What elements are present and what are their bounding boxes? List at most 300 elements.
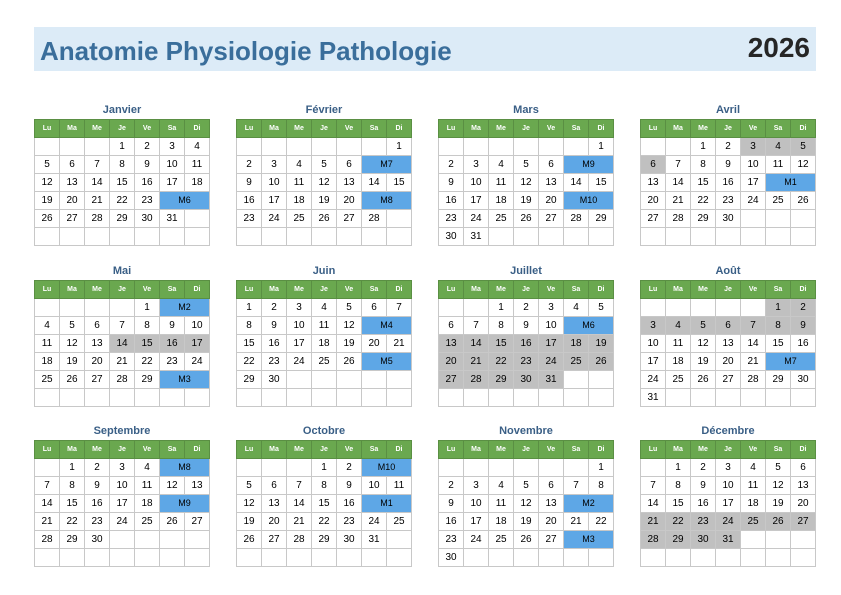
day-cell: 31 (716, 531, 741, 549)
week-row (641, 531, 816, 549)
day-cell: 22 (110, 192, 135, 210)
day-cell: 23 (691, 513, 716, 531)
week-row (439, 371, 614, 389)
day-cell (387, 531, 412, 549)
week-row (641, 513, 816, 531)
day-cell (514, 459, 539, 477)
weekday-header: Di (387, 120, 412, 138)
day-cell: 8 (489, 317, 514, 335)
weekday-header: Ve (539, 441, 564, 459)
module-label: M7 (784, 356, 797, 366)
day-cell: 30 (439, 549, 464, 567)
day-cell (489, 549, 514, 567)
day-cell (589, 228, 614, 246)
module-label: M5 (380, 356, 393, 366)
week-row (439, 174, 614, 192)
week-row (237, 549, 412, 567)
month-name: Mai (112, 265, 132, 277)
day-cell: 3 (464, 156, 489, 174)
day-cell (337, 138, 362, 156)
day-cell: 26 (514, 531, 539, 549)
month-10 (236, 422, 412, 567)
module-cell (362, 192, 412, 210)
weekday-header: Ma (262, 441, 287, 459)
day-cell (237, 549, 262, 567)
day-cell: 11 (185, 156, 210, 174)
day-cell: 9 (337, 477, 362, 495)
module-label: M10 (377, 462, 396, 472)
day-cell: 26 (589, 353, 614, 371)
day-cell: 9 (439, 174, 464, 192)
day-cell (464, 389, 489, 407)
weekday-header: Sa (766, 120, 791, 138)
weekday-header: Me (489, 120, 514, 138)
day-cell: 1 (60, 459, 85, 477)
module-label: M8 (178, 462, 191, 472)
week-row (641, 477, 816, 495)
week-row (641, 371, 816, 389)
day-cell: 2 (691, 459, 716, 477)
day-cell: 22 (312, 513, 337, 531)
day-cell: 9 (135, 156, 160, 174)
week-row (439, 477, 614, 495)
day-cell: 21 (287, 513, 312, 531)
module-cell (160, 299, 210, 317)
day-cell: 1 (237, 299, 262, 317)
day-cell (464, 138, 489, 156)
day-cell: 7 (287, 477, 312, 495)
day-cell: 10 (110, 477, 135, 495)
module-label: M9 (582, 159, 595, 169)
day-cell: 9 (791, 317, 816, 335)
day-cell: 14 (564, 174, 589, 192)
weekday-header: Me (287, 281, 312, 299)
day-cell (185, 228, 210, 246)
day-cell: 27 (791, 513, 816, 531)
day-cell: 4 (135, 459, 160, 477)
day-cell: 29 (110, 210, 135, 228)
day-cell: 14 (110, 335, 135, 353)
day-cell: 30 (85, 531, 110, 549)
day-cell (589, 389, 614, 407)
day-cell: 15 (766, 335, 791, 353)
day-cell: 21 (85, 192, 110, 210)
day-cell: 28 (287, 531, 312, 549)
module-label: M7 (380, 159, 393, 169)
day-cell (741, 228, 766, 246)
day-cell: 18 (287, 192, 312, 210)
day-cell (185, 549, 210, 567)
day-cell: 16 (514, 335, 539, 353)
day-cell: 22 (489, 353, 514, 371)
weekday-header: Me (85, 281, 110, 299)
weekday-header: Je (312, 120, 337, 138)
day-cell: 16 (262, 335, 287, 353)
day-cell (691, 299, 716, 317)
day-cell: 4 (35, 317, 60, 335)
day-cell: 30 (514, 371, 539, 389)
module-cell (766, 353, 816, 371)
day-cell: 28 (362, 210, 387, 228)
day-cell (60, 228, 85, 246)
day-cell: 25 (135, 513, 160, 531)
month-6 (236, 262, 412, 407)
day-cell: 17 (185, 335, 210, 353)
day-cell: 29 (589, 210, 614, 228)
day-cell: 6 (85, 317, 110, 335)
day-cell (741, 299, 766, 317)
module-label: M4 (380, 320, 393, 330)
month-5 (34, 262, 210, 407)
module-cell (362, 459, 412, 477)
day-cell: 17 (262, 192, 287, 210)
day-cell (564, 138, 589, 156)
day-cell (741, 389, 766, 407)
day-cell: 16 (691, 495, 716, 513)
day-cell: 1 (387, 138, 412, 156)
day-cell: 13 (539, 495, 564, 513)
day-cell (85, 549, 110, 567)
weekday-header: Sa (160, 441, 185, 459)
day-cell: 31 (160, 210, 185, 228)
day-cell (539, 389, 564, 407)
day-cell: 6 (60, 156, 85, 174)
day-cell (110, 549, 135, 567)
day-cell: 12 (312, 174, 337, 192)
day-cell: 6 (439, 317, 464, 335)
module-label: M10 (579, 195, 598, 205)
day-cell (35, 138, 60, 156)
day-cell: 12 (514, 174, 539, 192)
day-cell: 19 (35, 192, 60, 210)
day-cell: 10 (287, 317, 312, 335)
day-cell (337, 228, 362, 246)
weekday-header: Je (716, 441, 741, 459)
day-cell (641, 228, 666, 246)
day-cell: 29 (312, 531, 337, 549)
day-cell: 14 (641, 495, 666, 513)
day-cell (337, 389, 362, 407)
day-cell: 24 (185, 353, 210, 371)
weekday-header: Ma (666, 281, 691, 299)
day-cell (135, 531, 160, 549)
day-cell (60, 299, 85, 317)
day-cell: 1 (110, 138, 135, 156)
day-cell: 19 (766, 495, 791, 513)
day-cell: 23 (716, 192, 741, 210)
week-row (439, 138, 614, 156)
day-cell: 3 (262, 156, 287, 174)
month-name: Février (305, 104, 343, 116)
module-cell (362, 156, 412, 174)
day-cell: 24 (110, 513, 135, 531)
weekday-header: Je (312, 441, 337, 459)
day-cell: 13 (439, 335, 464, 353)
week-row (237, 531, 412, 549)
day-cell: 8 (110, 156, 135, 174)
weekday-header: Lu (641, 281, 666, 299)
day-cell: 10 (362, 477, 387, 495)
day-cell: 10 (185, 317, 210, 335)
week-row (237, 192, 412, 210)
day-cell (564, 371, 589, 389)
day-cell: 24 (262, 210, 287, 228)
day-cell: 11 (135, 477, 160, 495)
day-cell: 10 (262, 174, 287, 192)
day-cell (539, 138, 564, 156)
day-cell: 9 (439, 495, 464, 513)
day-cell: 15 (237, 335, 262, 353)
day-cell (262, 138, 287, 156)
day-cell: 5 (766, 459, 791, 477)
week-row (641, 174, 816, 192)
day-cell: 10 (539, 317, 564, 335)
week-row (237, 299, 412, 317)
day-cell: 5 (691, 317, 716, 335)
week-row (641, 353, 816, 371)
day-cell (85, 389, 110, 407)
day-cell (110, 389, 135, 407)
day-cell: 14 (666, 174, 691, 192)
day-cell: 27 (262, 531, 287, 549)
day-cell: 16 (237, 192, 262, 210)
day-cell: 4 (287, 156, 312, 174)
day-cell: 14 (35, 495, 60, 513)
day-cell (387, 549, 412, 567)
weekday-header: Sa (564, 120, 589, 138)
day-cell: 7 (464, 317, 489, 335)
day-cell: 24 (464, 531, 489, 549)
day-cell (287, 389, 312, 407)
day-cell: 10 (716, 477, 741, 495)
week-row (641, 549, 816, 567)
day-cell (766, 228, 791, 246)
day-cell: 3 (287, 299, 312, 317)
day-cell (666, 299, 691, 317)
weekday-header: Lu (35, 120, 60, 138)
day-cell: 2 (337, 459, 362, 477)
weekday-header: Lu (237, 281, 262, 299)
day-cell: 8 (237, 317, 262, 335)
month-name: Mars (513, 104, 539, 116)
day-cell: 24 (539, 353, 564, 371)
weekday-header: Me (691, 281, 716, 299)
day-cell: 26 (312, 210, 337, 228)
day-cell (791, 210, 816, 228)
day-cell: 28 (564, 210, 589, 228)
day-cell: 15 (60, 495, 85, 513)
day-cell: 17 (641, 353, 666, 371)
weekday-header: Me (287, 441, 312, 459)
week-row (35, 371, 210, 389)
day-cell: 13 (185, 477, 210, 495)
day-cell (35, 299, 60, 317)
weekday-header: Ma (60, 441, 85, 459)
week-row (641, 335, 816, 353)
day-cell: 21 (35, 513, 60, 531)
day-cell: 29 (766, 371, 791, 389)
day-cell: 1 (691, 138, 716, 156)
weekday-header: Me (691, 441, 716, 459)
day-cell: 25 (312, 353, 337, 371)
day-cell (489, 459, 514, 477)
day-cell (387, 371, 412, 389)
day-cell: 18 (666, 353, 691, 371)
day-cell (564, 228, 589, 246)
weekday-header: Di (185, 120, 210, 138)
weekday-header: Ve (741, 441, 766, 459)
day-cell (160, 531, 185, 549)
day-cell (489, 228, 514, 246)
day-cell: 26 (160, 513, 185, 531)
day-cell: 7 (35, 477, 60, 495)
week-row (439, 228, 614, 246)
day-cell: 7 (741, 317, 766, 335)
day-cell: 26 (766, 513, 791, 531)
day-cell: 26 (237, 531, 262, 549)
week-row (237, 389, 412, 407)
day-cell: 10 (464, 174, 489, 192)
day-cell: 8 (312, 477, 337, 495)
weekday-header: Je (110, 120, 135, 138)
day-cell: 11 (287, 174, 312, 192)
day-cell: 20 (337, 192, 362, 210)
day-cell: 21 (641, 513, 666, 531)
day-cell (766, 549, 791, 567)
day-cell: 28 (464, 371, 489, 389)
day-cell (160, 389, 185, 407)
day-cell: 2 (716, 138, 741, 156)
weekday-header: Me (85, 441, 110, 459)
day-cell: 19 (237, 513, 262, 531)
day-cell (237, 459, 262, 477)
day-cell: 6 (539, 477, 564, 495)
day-cell (741, 210, 766, 228)
module-label: M6 (582, 320, 595, 330)
day-cell: 9 (262, 317, 287, 335)
day-cell (35, 459, 60, 477)
weekday-header: Sa (564, 281, 589, 299)
day-cell (237, 228, 262, 246)
day-cell: 5 (60, 317, 85, 335)
day-cell: 13 (641, 174, 666, 192)
month-table (438, 440, 614, 567)
week-row (35, 138, 210, 156)
week-row (237, 353, 412, 371)
day-cell: 15 (312, 495, 337, 513)
day-cell: 1 (589, 138, 614, 156)
day-cell: 28 (85, 210, 110, 228)
week-row (35, 389, 210, 407)
day-cell: 3 (716, 459, 741, 477)
day-cell: 11 (489, 174, 514, 192)
week-row (641, 317, 816, 335)
day-cell: 23 (85, 513, 110, 531)
day-cell: 17 (464, 192, 489, 210)
day-cell: 7 (564, 477, 589, 495)
day-cell: 9 (237, 174, 262, 192)
day-cell (439, 459, 464, 477)
day-cell: 8 (766, 317, 791, 335)
weekday-header: Ve (135, 120, 160, 138)
day-cell: 14 (85, 174, 110, 192)
day-cell (666, 228, 691, 246)
module-cell (160, 192, 210, 210)
day-cell (791, 531, 816, 549)
day-cell: 11 (387, 477, 412, 495)
day-cell: 19 (514, 513, 539, 531)
day-cell (60, 549, 85, 567)
day-cell (564, 459, 589, 477)
week-row (35, 477, 210, 495)
day-cell: 24 (716, 513, 741, 531)
day-cell: 23 (337, 513, 362, 531)
day-cell: 21 (666, 192, 691, 210)
day-cell: 28 (666, 210, 691, 228)
week-row (641, 299, 816, 317)
day-cell: 11 (35, 335, 60, 353)
day-cell: 12 (60, 335, 85, 353)
weekday-header: Lu (641, 120, 666, 138)
weekday-header: Ve (337, 281, 362, 299)
day-cell: 12 (791, 156, 816, 174)
day-cell: 8 (666, 477, 691, 495)
day-cell: 16 (791, 335, 816, 353)
day-cell: 17 (287, 335, 312, 353)
weekday-header: Me (489, 281, 514, 299)
day-cell (262, 389, 287, 407)
day-cell: 25 (35, 371, 60, 389)
day-cell: 30 (691, 531, 716, 549)
week-row (35, 228, 210, 246)
day-cell (312, 549, 337, 567)
day-cell: 9 (85, 477, 110, 495)
week-row (237, 156, 412, 174)
day-cell: 8 (60, 477, 85, 495)
day-cell: 27 (85, 371, 110, 389)
module-label: M9 (178, 498, 191, 508)
day-cell (312, 389, 337, 407)
day-cell: 4 (489, 477, 514, 495)
week-row (439, 353, 614, 371)
day-cell: 23 (439, 210, 464, 228)
month-name: Janvier (102, 104, 142, 116)
day-cell (312, 228, 337, 246)
day-cell: 13 (262, 495, 287, 513)
day-cell (691, 389, 716, 407)
week-row (35, 317, 210, 335)
day-cell: 12 (514, 495, 539, 513)
day-cell (489, 389, 514, 407)
day-cell: 20 (539, 513, 564, 531)
day-cell (716, 228, 741, 246)
day-cell (666, 389, 691, 407)
day-cell: 31 (641, 389, 666, 407)
day-cell (287, 549, 312, 567)
week-row (35, 299, 210, 317)
day-cell: 21 (464, 353, 489, 371)
week-row (439, 192, 614, 210)
week-row (237, 228, 412, 246)
day-cell: 23 (439, 531, 464, 549)
week-row (35, 192, 210, 210)
day-cell: 14 (741, 335, 766, 353)
week-row (35, 210, 210, 228)
week-row (439, 210, 614, 228)
week-row (237, 513, 412, 531)
day-cell (287, 459, 312, 477)
day-cell: 24 (741, 192, 766, 210)
